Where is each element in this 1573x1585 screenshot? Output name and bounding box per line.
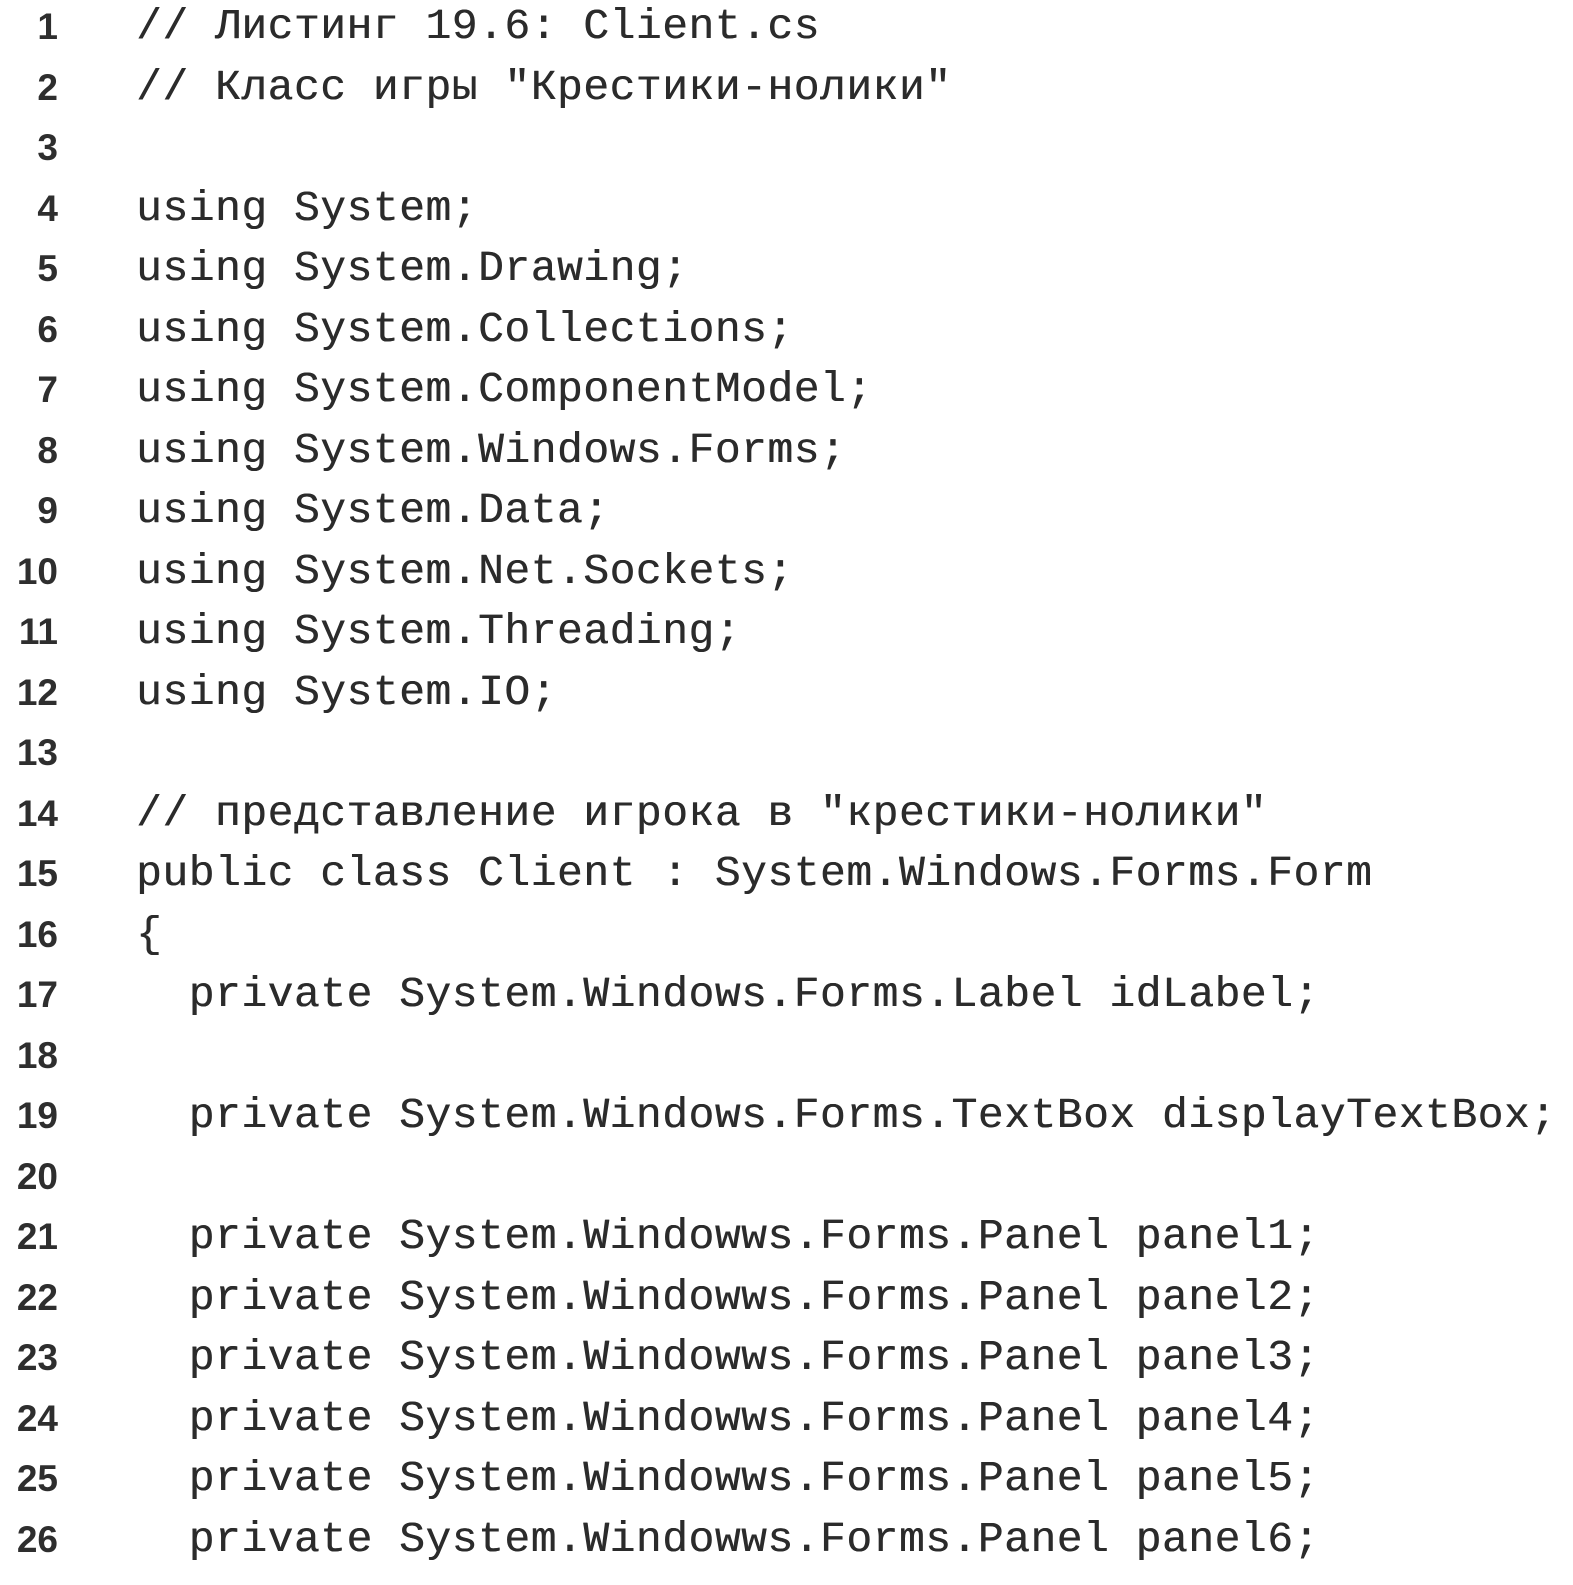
code-line — [0, 726, 1573, 787]
line-code: private System.Windowws.Forms.Panel panel3; — [136, 1333, 1320, 1382]
line-code: public class Client : System.Windows.Forms.Form — [136, 849, 1373, 898]
code-line — [0, 1331, 1573, 1392]
line-code: using System.Windows.Forms; — [136, 425, 847, 475]
line-code: using System.Net.Sockets; — [136, 546, 794, 596]
line-code: private System.Windowws.Forms.Panel panel6; — [136, 1514, 1320, 1564]
line-number: 12 — [16, 671, 58, 713]
line-number: 10 — [16, 550, 58, 592]
code-line — [0, 1392, 1573, 1453]
code-line — [0, 968, 1573, 1029]
line-code: // представление игрока в "крестики-нолики" — [136, 788, 1268, 838]
line-number: 4 — [37, 187, 58, 229]
line-number: 21 — [16, 1216, 58, 1257]
line-number: 16 — [16, 913, 58, 955]
line-code: private System.Windowws.Forms.Panel panel4; — [136, 1393, 1320, 1443]
code-line — [0, 121, 1573, 182]
code-line — [0, 1452, 1573, 1513]
line-number: 20 — [16, 1155, 58, 1197]
line-code: using System.Data; — [136, 486, 610, 535]
line-number: 9 — [37, 490, 58, 531]
line-number: 6 — [37, 308, 58, 350]
code-line — [0, 1271, 1573, 1332]
line-number: 1 — [37, 6, 58, 47]
line-number: 15 — [16, 853, 58, 894]
line-number: 24 — [16, 1397, 58, 1439]
line-code: // Класс игры "Крестики-нолики" — [136, 62, 952, 112]
line-number: 25 — [16, 1458, 58, 1499]
line-number: 23 — [16, 1337, 58, 1378]
line-code: using System; — [136, 183, 478, 233]
line-number: 13 — [16, 732, 58, 773]
line-number: 17 — [16, 974, 58, 1015]
code-line — [0, 0, 1573, 61]
code-line — [0, 908, 1573, 969]
line-number: 22 — [16, 1276, 58, 1318]
code-line — [0, 242, 1573, 303]
code-line — [0, 182, 1573, 243]
line-code: using System.Drawing; — [136, 244, 689, 293]
code-line — [0, 1089, 1573, 1150]
line-code: { — [136, 909, 163, 959]
line-code: private System.Windows.Forms.Label idLabel; — [136, 970, 1320, 1019]
code-line — [0, 605, 1573, 666]
code-line — [0, 424, 1573, 485]
code-line — [0, 1210, 1573, 1271]
code-line — [0, 484, 1573, 545]
line-number: 7 — [37, 369, 58, 410]
line-number: 19 — [16, 1095, 58, 1136]
line-number: 11 — [18, 611, 58, 652]
line-code: // Листинг 19.6: Client.cs — [136, 2, 820, 51]
line-code: private System.Windowws.Forms.Panel panel1; — [136, 1212, 1320, 1261]
line-code: private System.Windows.Forms.TextBox displayTextBox; — [136, 1091, 1557, 1140]
line-code: using System.Collections; — [136, 304, 794, 354]
code-line — [0, 666, 1573, 727]
code-line — [0, 363, 1573, 424]
code-line — [0, 303, 1573, 364]
line-code: using System.IO; — [136, 667, 557, 717]
line-code: private System.Windowws.Forms.Panel panel5; — [136, 1454, 1320, 1503]
line-number: 18 — [16, 1034, 58, 1076]
code-line — [0, 787, 1573, 848]
line-number: 8 — [37, 429, 58, 471]
line-number: 3 — [37, 127, 58, 168]
line-number: 5 — [37, 248, 58, 289]
line-code: using System.ComponentModel; — [136, 365, 873, 414]
code-line — [0, 1513, 1573, 1574]
line-number: 14 — [16, 792, 58, 834]
line-code: private System.Windowws.Forms.Panel panel2; — [136, 1272, 1320, 1322]
line-number: 26 — [16, 1518, 58, 1560]
code-line — [0, 1029, 1573, 1090]
line-number: 2 — [37, 66, 58, 108]
line-code: using System.Threading; — [136, 607, 741, 656]
code-line — [0, 1150, 1573, 1211]
code-line — [0, 61, 1573, 122]
code-line — [0, 545, 1573, 606]
code-line — [0, 847, 1573, 908]
